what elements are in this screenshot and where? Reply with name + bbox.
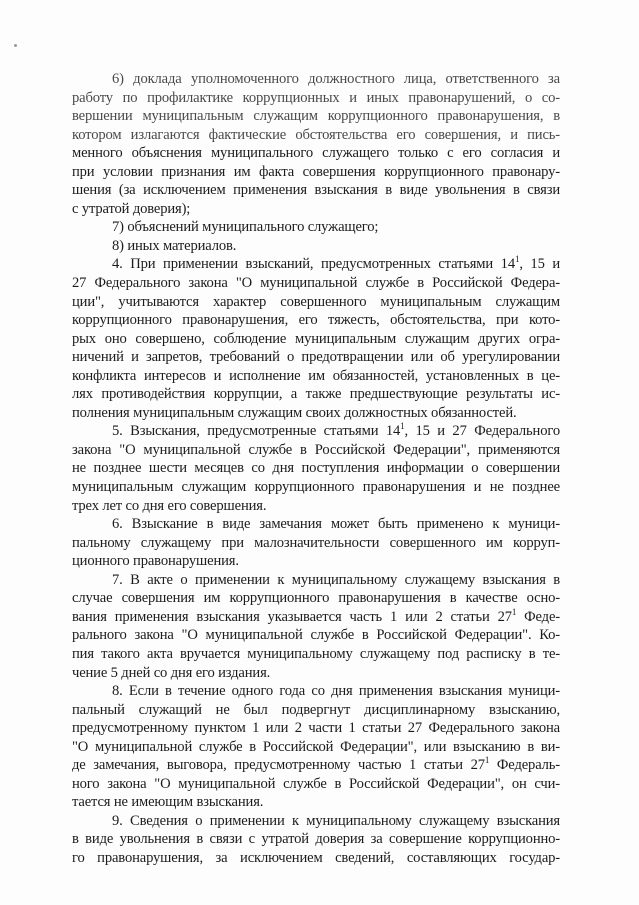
text-line: 9. Сведения о применении к муниципальному служащему взыскания xyxy=(112,812,560,829)
text-line: работу по профилактике коррупционных и иных правонарушений, о со- xyxy=(72,89,560,106)
text-line: ционного правонарушения. xyxy=(72,553,239,570)
text-line: 7) объяснений муниципального служащего; xyxy=(112,219,379,236)
text-line: предусмотренному пунктом 1 или 2 части 1 статьи 27 Федерального закона xyxy=(72,720,560,737)
text-line: шения (за исключением применения взыскания в виде увольнения в связи xyxy=(72,182,560,199)
text-line: в виде увольнения в связи с утратой доверия за совершение коррупционно- xyxy=(72,831,560,848)
document-body xyxy=(72,70,560,868)
text-line: 6) доклада уполномоченного должностного лица, ответственного за xyxy=(112,71,560,87)
text-line: чение 5 дней со дня его издания. xyxy=(72,664,271,681)
text-line: при условии признания им факта совершения коррупционного правонару- xyxy=(72,163,560,180)
text-line: лях противодействия коррупции, а также предшествующие результаты ис- xyxy=(72,386,560,403)
text-line: 27 Федерального закона "О муниципальной службе в Российской Федера- xyxy=(72,275,560,292)
text-line: полнения муниципальным служащим своих должностных обязанностей. xyxy=(72,404,517,421)
text-line: 5. Взыскания, предусмотренные статьями $14^1$, 15 и 27 Федерального xyxy=(112,421,560,440)
text-line: де замечания, выговора, предусмотренному частью 1 статьи $27^1$ Федераль- xyxy=(72,755,560,774)
text-line: случае совершения им коррупционного правонарушения в качестве осно- xyxy=(72,590,560,607)
text-line: с утратой доверия); xyxy=(72,200,191,217)
text-line: рального закона "О муниципальной службе в Российской Федерации". Ко- xyxy=(72,627,560,644)
text-line: 4. При применении взысканий, предусмотренных статьями $14^1$, 15 и xyxy=(112,254,560,273)
text-line: трех лет со дня его совершения. xyxy=(72,497,267,514)
text-line: го правонарушения, за исключением сведений, составляющих государ- xyxy=(72,849,560,866)
text-line: закона "О муниципальной службе в Российской Федерации", применяются xyxy=(72,441,560,458)
text-line: 6. Взыскание в виде замечания может быть применено к муници- xyxy=(112,516,560,533)
text-line: муниципальным служащим коррупционного правонарушения и не позднее xyxy=(72,479,560,496)
text-line: котором излагаются фактические обстоятельства его совершения, и пись- xyxy=(72,126,560,143)
text-line: вания применения взыскания указывается часть 1 или 2 статьи $27^1$ Феде- xyxy=(72,606,560,625)
text-line: не позднее шести месяцев со дня поступления информации о совершении xyxy=(72,460,560,477)
text-line: 8. Если в течение одного года со дня применения взыскания муници- xyxy=(112,683,560,700)
text-line: ничений и запретов, требований о предотвращении или об урегулировании xyxy=(72,349,560,366)
text-line: менного объяснения муниципального служащего только с его согласия и xyxy=(72,145,560,162)
text-line: рых оно совершено, соблюдение муниципальным служащим других огра- xyxy=(72,330,560,347)
text-line: ции", учитываются характер совершенного муниципальным служащим xyxy=(72,293,560,310)
text-line: пия такого акта вручается муниципальному служащему под расписку в те- xyxy=(72,645,560,662)
scan-speck xyxy=(14,44,17,47)
text-line: пальный служащий не был подвергнут дисциплинарному взысканию, xyxy=(72,701,560,718)
text-line: 7. В акте о применении к муниципальному служащему взыскания в xyxy=(112,571,560,588)
text-line: конфликта интересов и исполнение им обязанностей, установленных в це- xyxy=(72,367,560,384)
text-line: пальному служащему при малозначительности совершенного им корруп- xyxy=(72,534,560,551)
text-line: вершении муниципальным служащим коррупционного правонарушения, в xyxy=(72,108,560,125)
text-line: 8) иных материалов. xyxy=(112,237,237,254)
text-line: тается не имеющим взыскания. xyxy=(72,794,264,811)
text-line: ного закона "О муниципальной службе в Российской Федерации", он счи- xyxy=(72,775,560,792)
text-line: "О муниципальной службе в Российской Федерации", или взысканию в ви- xyxy=(72,738,560,755)
text-line: коррупционного правонарушения, его тяжесть, обстоятельства, при кото- xyxy=(72,312,560,329)
